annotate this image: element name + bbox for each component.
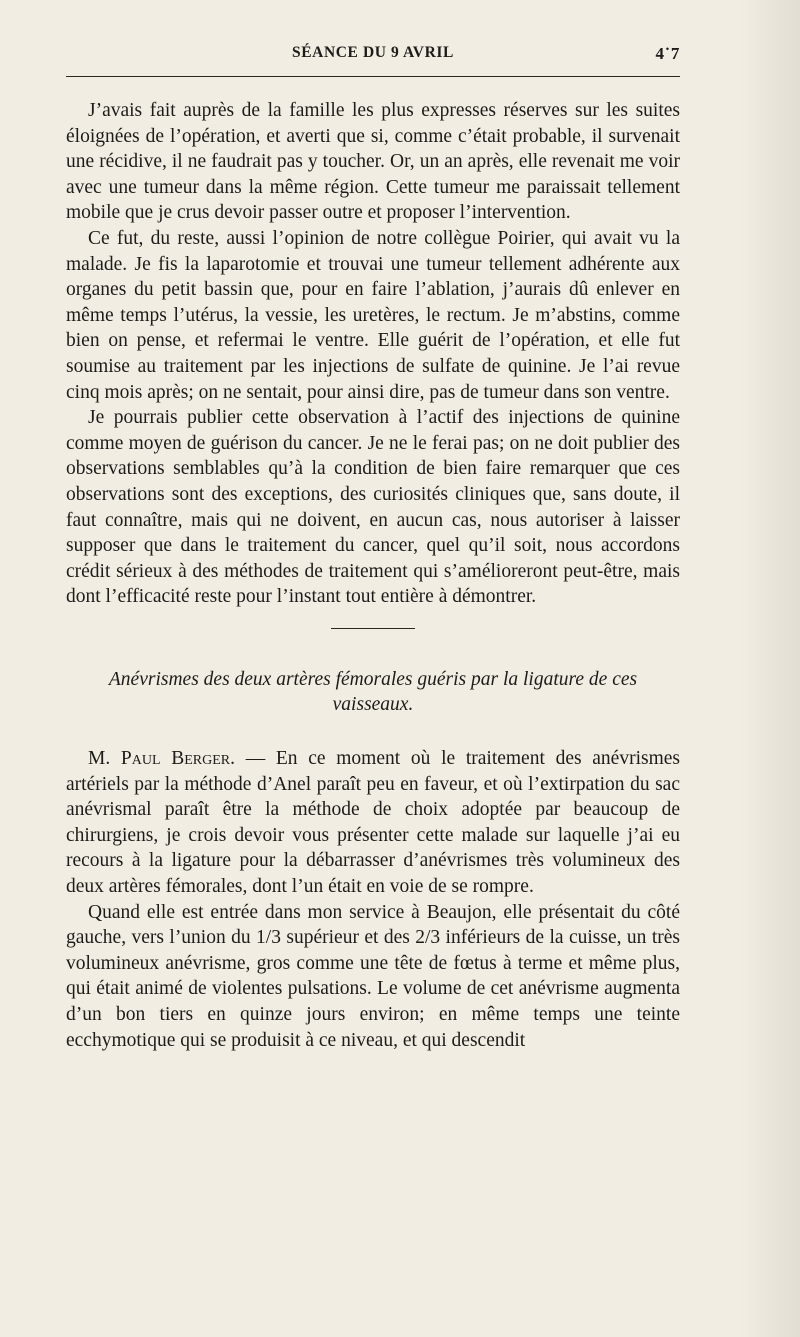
section-separator xyxy=(331,628,415,629)
body-text xyxy=(66,98,680,1053)
page-header xyxy=(66,44,680,70)
running-head: SÉANCE DU 9 AVRIL xyxy=(292,44,454,61)
header-rule xyxy=(66,76,680,77)
paragraph-beaujon: Quand elle est entrée dans mon service à Beaujon, elle présentait du côté gauche, vers l’union du 1/3 supérieur et des 2/3 inférieurs de la cuisse, un très volumineux anévrisme, gros comme une tête de fœtus à terme et même plus, qui était animé de violentes pulsations. Le volume de cet anévrisme augmenta d’un bon tiers en quinze jours environ; en même temps une teinte ecchymotique qui se produisit à ce niveau, et qui descendit xyxy=(66,901,680,1051)
section-title: Anévrismes des deux artères fémorales guéris par la ligature de ces vaisseaux. xyxy=(108,668,638,716)
section-gap xyxy=(66,718,680,746)
paragraph-laparotomie: Ce fut, du reste, aussi l’opinion de notre collègue Poirier, qui avait vu la malade. Je fis la laparotomie et trouvai une tumeur tellement adhérente aux organes du petit bassin que, pour en faire l’ablation, j’aurais dû enlever en même temps l’utérus, la vessie, les uretères, le rectum. Je m’abstins, comme bien on pense, et refermai le ventre. Elle guérit de l’opération, et elle fut soumise au traitement par les injections de sulfate de quinine. Je l’ai revue cinq mois après; on ne sentait, pour ainsi dire, pas de tumeur dans son ventre. xyxy=(66,227,680,403)
page-number: 4˙7 xyxy=(655,44,680,63)
paragraph-berger-text: — En ce moment où le traitement des anévrismes artériels par la méthode d’Anel paraît peu en faveur, et où l’extirpation du sac anévrismal paraît être la méthode de choix adoptée par beaucoup de chirurgiens, je crois devoir vous présenter cette malade sur laquelle j’ai eu recours à la ligature pour la débarrasser d’anévrismes très volumineux des deux artères fémorales, dont l’un était en voie de se rompre. xyxy=(66,748,680,898)
paragraph-berger-intro xyxy=(66,746,680,900)
speaker-name: M. Paul Berger. xyxy=(88,748,235,770)
page-edge-shadow xyxy=(740,0,800,1337)
paragraph-quinine: Je pourrais publier cette observation à l’actif des injections de quinine comme moyen de guérison du cancer. Je ne le ferai pas; on ne doit publier des observations semblables qu’à la condition de bien faire remarquer que ces observations sont des exceptions, des curiosités cliniques que, sans doute, il faut connaître, mais qui ne doivent, en aucun cas, nous autoriser à laisser supposer que dans le traitement du cancer, quel qu’il soit, nous accordons crédit sérieux à des méthodes de traitement qui s’amélioreront peut-être, mais dont l’efficacité reste pour l’instant tout entière à démontrer. xyxy=(66,407,680,608)
paragraph-reserves: J’avais fait auprès de la famille les plus expresses réserves sur les suites éloignées de l’opération, et averti que si, comme c’était probable, il survenait une récidive, il ne faudrait pas y toucher. Or, un an après, elle revenait me voir avec une tumeur dans la même région. Cette tumeur me paraissait tellement mobile que je crus devoir passer outre et proposer l’intervention. xyxy=(66,100,680,224)
